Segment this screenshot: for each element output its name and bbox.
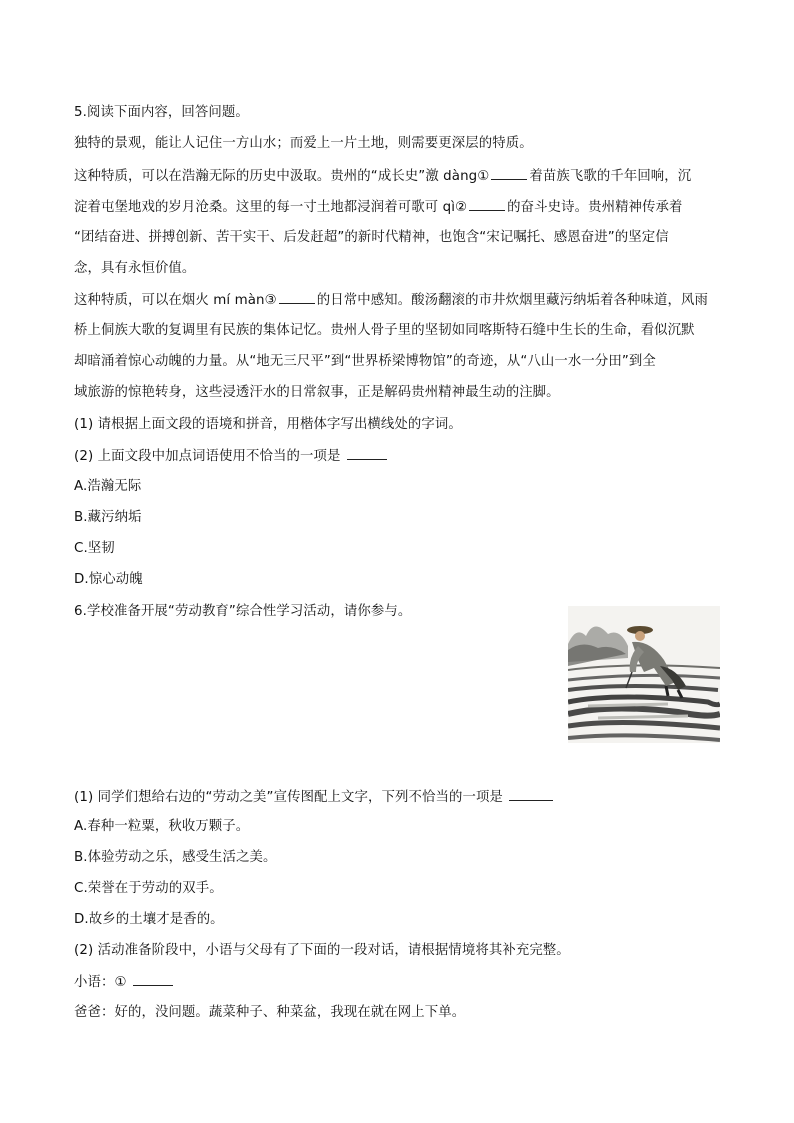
q6-sub1: (1) 同学们想给右边的“劳动之美”宣传图配上文字，下列不恰当的一项是 (74, 788, 555, 807)
answer-blank-choice-5[interactable] (347, 447, 387, 460)
q5-p3-line-4: 域旅游的惊艳转身，这些浸透汗水的日常叙事，正是解码贵州精神最生动的注脚。 (74, 385, 560, 400)
q5-title: 5.阅读下面内容，回答问题。 (74, 105, 249, 120)
answer-blank-3[interactable] (279, 291, 315, 304)
q5-sub1: (1) 请根据上面文段的语境和拼音，用楷体字写出横线处的字词。 (74, 417, 462, 432)
q6-option-c: C.荣誉在于劳动的双手。 (74, 881, 223, 896)
q6-dialog-1: 小语：① (74, 973, 175, 992)
q5-option-d: D.惊心动魄 (74, 572, 143, 587)
q5-paragraph-1: 独特的景观，能让人记住一方山水；而爱上一片土地，则需要更深层的特质。 (74, 136, 533, 151)
q6-option-b: B.体验劳动之乐，感受生活之美。 (74, 850, 277, 865)
farmer-painting-svg (568, 606, 720, 743)
q5-sub2: (2) 上面文段中加点词语使用不恰当的一项是 (74, 447, 389, 466)
q5-p3-line-2: 桥上侗族大歌的复调里有民族的集体记忆。贵州人骨子里的坚韧如同喀斯特石缝中生长的生命，看似沉默 (74, 323, 695, 338)
q5-p2-line-3: “团结奋进、拼搏创新、苦干实干、后发赶超”的新时代精神，也饱含“宋记嘱托、感恩奋进”的坚定信 (74, 230, 669, 245)
q5-p2-line-4: 念，具有永恒价值。 (74, 261, 196, 276)
answer-blank-choice-6[interactable] (509, 788, 553, 801)
q5-p3-line-3: 却暗涌着惊心动魄的力量。从“地无三尺平”到“世界桥梁博物馆”的奇迹，从“八山一水一分田”到全 (74, 354, 656, 369)
q5-p3-line-1: 这种特质，可以在烟火 mí màn③ 的日常中感知。酸汤翻滚的市井炊烟里藏污纳垢着各种味道，风雨 (74, 293, 708, 308)
farmer-painting (568, 606, 720, 743)
answer-blank-2[interactable] (469, 198, 505, 211)
q6-option-a: A.春种一粒粟，秋收万颗子。 (74, 819, 250, 834)
answer-blank-1[interactable] (491, 167, 527, 180)
q5-option-a: A.浩瀚无际 (74, 479, 142, 494)
q6-dialog-2: 爸爸：好的，没问题。蔬菜种子、种菜盆，我现在就在网上下单。 (74, 1005, 466, 1020)
q5-option-c: C.坚韧 (74, 541, 115, 556)
q5-p2-line-2: 淀着屯堡地戏的岁月沧桑。这里的每一寸土地都浸润着可歌可 qì② 的奋斗史诗。贵州精神传承着 (74, 200, 683, 215)
q6-title: 6.学校准备开展“劳动教育”综合性学习活动，请你参与。 (74, 604, 412, 619)
q5-p2-line-1: 这种特质，可以在浩瀚无际的历史中汲取。贵州的“成长史”激 dàng① 着苗族飞歌的千年回响，沉 (74, 169, 692, 184)
answer-blank-dialog-1[interactable] (133, 973, 173, 986)
q6-sub2: (2) 活动准备阶段中，小语与父母有了下面的一段对话，请根据情境将其补充完整。 (74, 943, 570, 958)
q5-option-b: B.藏污纳垢 (74, 510, 142, 525)
q6-option-d: D.故乡的土壤才是香的。 (74, 912, 224, 927)
